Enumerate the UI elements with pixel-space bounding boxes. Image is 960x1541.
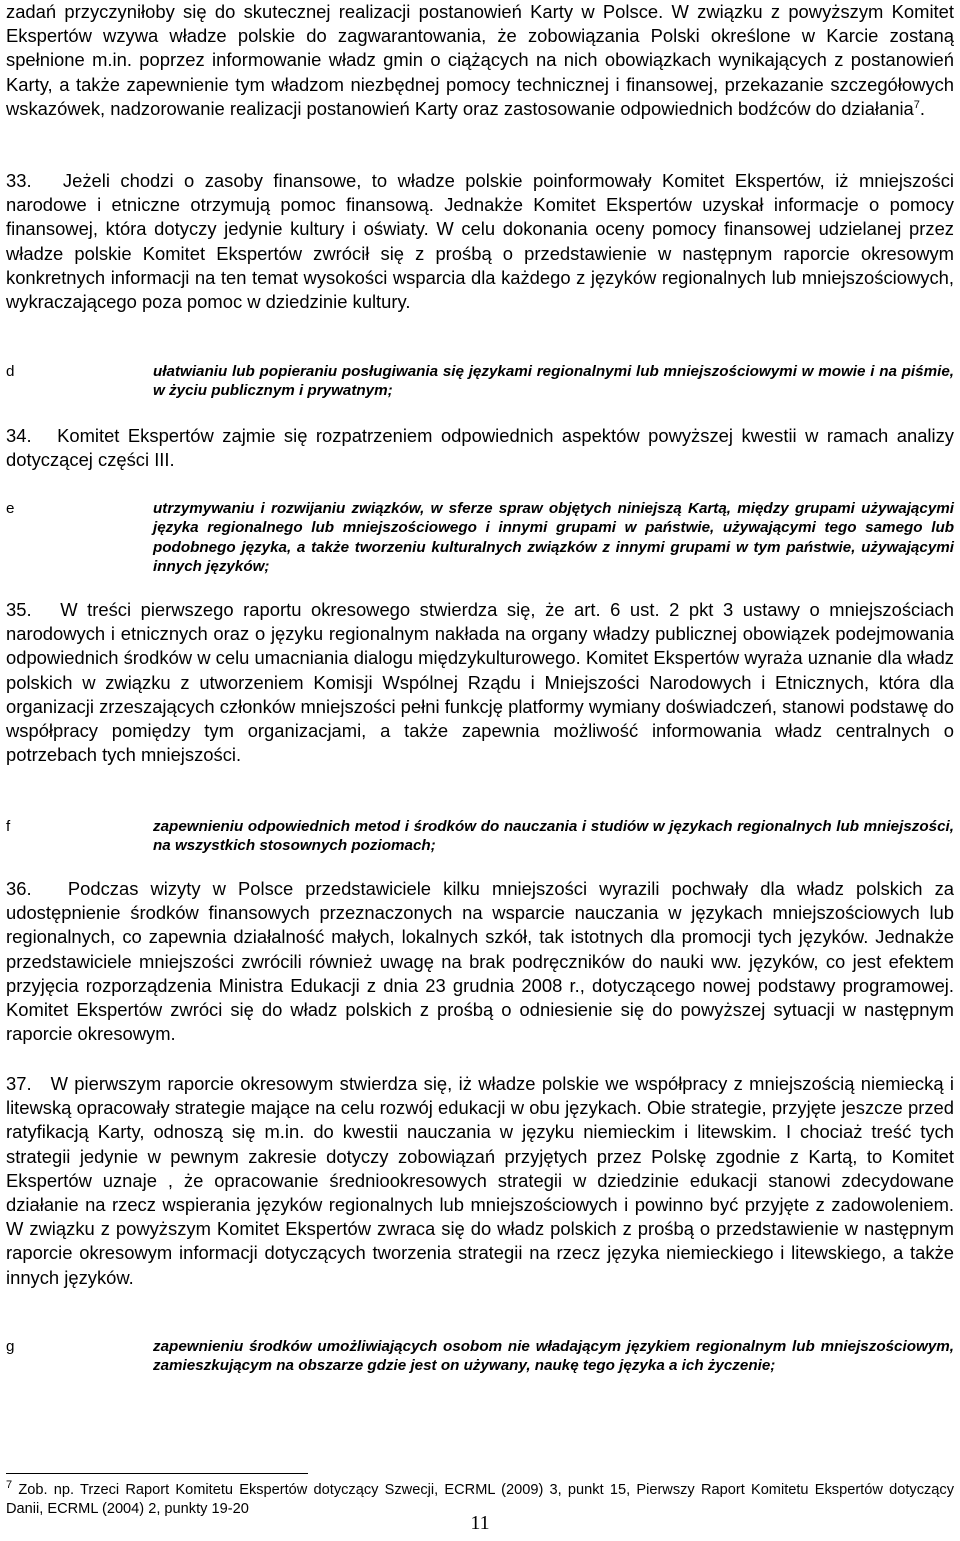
footnote-number: 7 [6,1479,13,1492]
paragraph-34: 34. Komitet Ekspertów zajmie się rozpatrzeniem odpowiednich aspektów powyższej kwestii w ramach analizy dotyczącej części III. [6,425,954,471]
criterion-letter-g: g [6,1338,15,1355]
criterion-text-f: zapewnieniu odpowiednich metod i środków do nauczania i studiów w językach regionalnych lub mniejszości, na wszystkich stosownych poziomach; [153,818,954,855]
criterion-letter-d: d [6,363,15,380]
paragraph-35: 35. W treści pierwszego raportu okresowego stwierdza się, że art. 6 ust. 2 pkt 3 ustawy o mniejszościach narodowych i etnicznych oraz o języku regionalnym nakłada na organy władzy publicznej obowiązek podejmowania odpowiednich środków w celu umacniania dialogu międzykulturowego. Komitet Ekspertów wyraża uznanie dla władz polskich w związku z utworzeniem Komisji Wspólnej Rządu i Mniejszości Narodowych i Etnicznych, która dla organizacji zrzeszających członków mniejszości pełni funkcję platformy wymiany doświadczeń, stanowi podstawę do współpracy pomiędzy tym organizacjami, a także zapewnia możliwość informowania władz centralnych o potrzebach tych mniejszości. [6,599,954,766]
footnote-ref-7[interactable]: 7 [913,98,920,111]
criterion-text-e: utrzymywaniu i rozwijaniu związków, w sferze spraw objętych niniejszą Kartą, między grupami używającymi języka regionalnego lub mniejszościowego i innymi grupami w państwie, używającymi tego samego lub podobnego języka, a także tworzeniu kulturalnych związków z innymi grupami w tym państwie, używającymi innych języków; [153,500,954,576]
paragraph-continued-text: zadań przyczyniłoby się do skutecznej realizacji postanowień Karty w Polsce. W związku z powyższym Komitet Ekspertów wzywa władze polskie do zagwarantowania, że zobowiązania Polski określone w Karcie zostaną spełnione m.in. poprzez informowanie władz gmin o ciążących na nich obowiązkach wynikających z postanowień Karty, a także zapewnienie tym władzom niezbędnej pomocy technicznej i finansowej, przekazanie szczegółowych wskazówek, nadzorowanie realizacji postanowień Karty oraz zastosowanie odpowiednich bodźców do działania [6,1,954,119]
footnote-separator [6,1473,308,1474]
criterion-letter-f: f [6,818,11,835]
criterion-text-g: zapewnieniu środków umożliwiających osobom nie władającym językiem regionalnym lub mniejszościowym, zamieszkującym na obszarze gdzie jest on używany, naukę tego języka a ich życzenie; [153,1338,954,1375]
criterion-text-d: ułatwianiu lub popieraniu posługiwania się językami regionalnymi lub mniejszościowymi w mowie i na piśmie, w życiu publicznym i prywatnym; [153,363,954,400]
paragraph-37: 37. W pierwszym raporcie okresowym stwierdza się, iż władze polskie we współpracy z mniejszością niemiecką i litewską opracowały strategie mające na celu rozwój edukacji w obu językach. Obie strategie, przyjęte jeszcze przed ratyfikacją Karty, odnoszą się m.in. do kwestii nauczania w języku niemieckim i litewskim. I chociaż treść tych strategii jedynie w pewnym zakresie dotyczy zobowiązań przyjętych przez Polskę zgodnie z Kartą, to Komitet Ekspertów uznaje , że opracowanie średniookresowych strategii w dziedzinie edukacji stanowi zdecydowane działanie na rzecz wspierania języków regionalnych lub mniejszościowych i powinno być przyjęte z zadowoleniem. W związku z powyższym Komitet Ekspertów zwraca się do władz polskich z prośbą o przedstawienie w następnym raporcie okresowym informacji dotyczących tworzenia strategii na rzecz języka niemieckiego i litewskiego, a także innych języków. [6,1073,954,1288]
paragraph-36: 36. Podczas wizyty w Polsce przedstawiciele kilku mniejszości wyrazili pochwały dla władz polskich za udostępnienie środków finansowych przeznaczonych na wsparcie nauczania w językach mniejszościowych lub regionalnych, co zapewnia działalność małych, lokalnych szkół, tak istotnych dla promocji tych języków. Jednakże przedstawiciele mniejszości zwrócili również uwagę na brak podręczników do nauki ww. języków, co jest efektem przyjęcia rozporządzenia Ministra Edukacji z dnia 23 grudnia 2008 r., dotyczącego nowej podstawy programowej. Komitet Ekspertów zwróci się do władz polskich z prośbą o odniesienie się do powyższej sytuacji w następnym raporcie okresowym. [6,878,954,1045]
paragraph-continued [6,0,954,121]
paragraph-continued-end: . [919,97,926,119]
document-page [6,0,954,1541]
paragraph-33: 33. Jeżeli chodzi o zasoby finansowe, to władze polskie poinformowały Komitet Ekspertów, iż mniejszości narodowe i etniczne otrzymują pomoc finansową. Jednakże Komitet Ekspertów uzyskał informacje o pomocy finansowej, która dotyczy jedynie kultury i oświaty. W celu dokonania oceny pomocy finansowej udzielanej przez władze polskie Komitet Ekspertów zwrócił się z prośbą o przedstawienie w następnym raporcie okresowym konkretnych informacji na ten temat wysokości wsparcia dla każdego z języków regionalnych lub mniejszościowych, wykraczającego poza pomoc w dziedzinie kultury. [6,170,954,313]
page-number: 11 [470,1512,490,1534]
criterion-letter-e: e [6,500,15,517]
footnote-text: Zob. np. Trzeci Raport Komitetu Ekspertów dotyczący Szwecji, ECRML (2009) 3, punkt 15, Pierwszy Raport Komitetu Ekspertów dotyczący Danii, ECRML (2004) 2, punkty 19-20 [6,1482,954,1518]
